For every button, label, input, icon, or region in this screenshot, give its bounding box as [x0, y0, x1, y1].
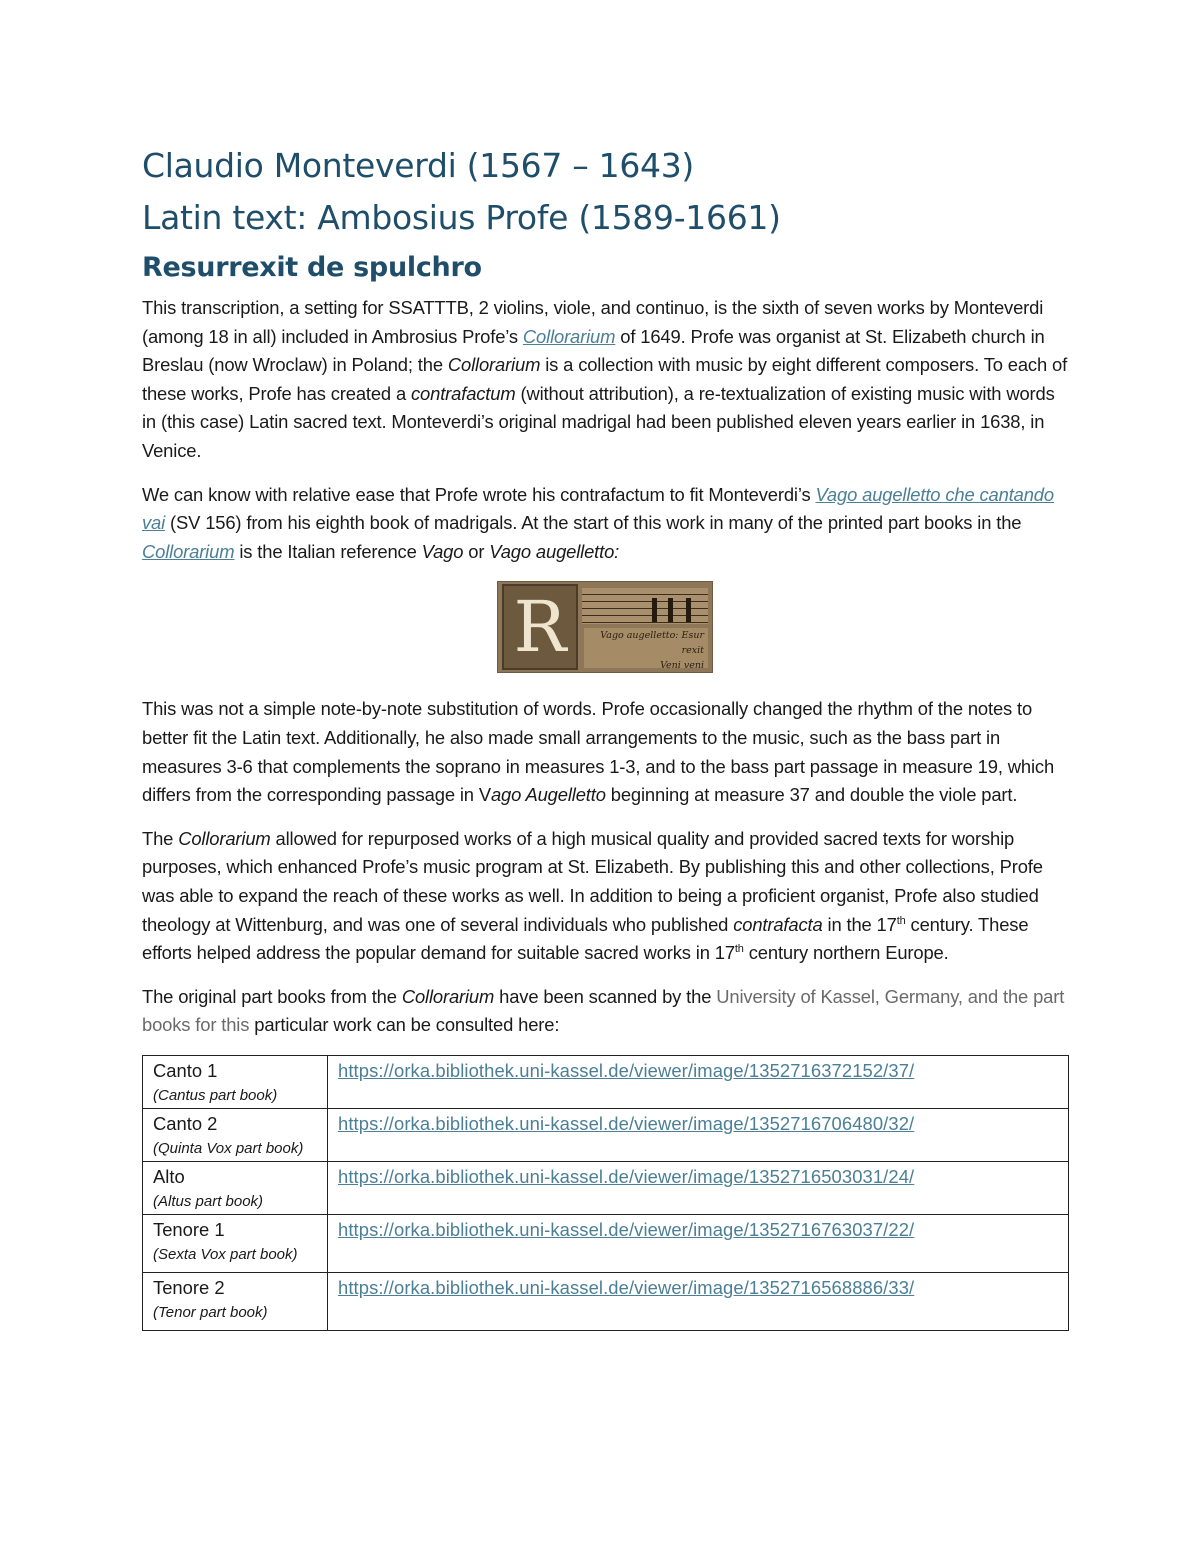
- paragraph-source: [142, 481, 1068, 567]
- part-book-name: (Cantus part book): [153, 1086, 278, 1104]
- emphasis-collorarium: Collorarium: [178, 827, 271, 849]
- work-title: Resurrexit de spulchro: [142, 252, 482, 283]
- part-cell: [143, 1055, 328, 1108]
- part-name: Alto: [153, 1165, 185, 1187]
- note-mark: [668, 598, 673, 622]
- part-name: Tenore 2: [153, 1276, 225, 1298]
- link-cell: [328, 1272, 1069, 1330]
- superscript: th: [896, 914, 906, 927]
- part-book-link[interactable]: https://orka.bibliothek.uni-kassel.de/viewer/image/1352716763037/22/: [338, 1218, 915, 1240]
- part-name: Canto 2: [153, 1112, 218, 1134]
- emphasis-collorarium: Collorarium: [447, 354, 541, 376]
- text-span: (without attribution), a re-textualization of existing music with words in (this case) Latin sacred text. Monteverdi’s original madrigal had been published eleven years earlier in 1638, in Venice.: [142, 382, 1055, 461]
- paragraph-intro: [142, 294, 1068, 466]
- part-book-link[interactable]: https://orka.bibliothek.uni-kassel.de/viewer/image/1352716568886/33/: [338, 1276, 915, 1298]
- emphasis-vago: Vago: [421, 540, 464, 562]
- part-book-link[interactable]: https://orka.bibliothek.uni-kassel.de/viewer/image/1352716372152/37/: [338, 1059, 915, 1081]
- text-span: of 1649. Profe was organist at St. Elizabeth church in Breslau (now Wroclaw) in Poland; the: [142, 325, 1045, 376]
- text-span: have been scanned by the: [494, 985, 717, 1007]
- excerpt-line: Veni veni: [660, 660, 704, 672]
- paragraph-scans: [142, 983, 1068, 1040]
- emphasis-augelletto: ago Augelletto: [490, 784, 606, 806]
- paragraph-context: [142, 825, 1068, 968]
- vago-augelletto-link[interactable]: Vago augelletto che cantando vai: [142, 483, 1054, 534]
- text-span: century. These efforts helped address the popular demand for suitable sacred works in 17: [142, 913, 1029, 964]
- paragraph-arrangement: [142, 695, 1068, 809]
- part-cell: [143, 1161, 328, 1214]
- part-book-name: (Tenor part book): [153, 1303, 268, 1321]
- text-span: The original part books from the: [142, 985, 402, 1007]
- superscript: th: [734, 942, 744, 955]
- part-book-excerpt-image: [497, 581, 713, 673]
- emphasis-vago-augelletto: Vago augelletto:: [489, 540, 620, 562]
- text-span: is the Italian reference: [234, 540, 422, 562]
- text-span: This transcription, a setting for SSATTTB, 2 violins, viole, and continuo, is the sixth of seven works by Monteverdi (among 18 in all) included in Ambrosius Profe’s: [142, 297, 1044, 347]
- part-cell: [143, 1214, 328, 1272]
- part-name: Canto 1: [153, 1059, 218, 1081]
- text-span: or: [463, 540, 490, 562]
- latin-text-heading: Latin text: Ambosius Profe (1589-1661): [142, 198, 781, 237]
- decorated-initial: R: [502, 584, 578, 670]
- emphasis-contrafactum: contrafactum: [411, 382, 516, 404]
- part-book-name: (Sexta Vox part book): [153, 1245, 298, 1263]
- part-cell: [143, 1108, 328, 1161]
- text-span: allowed for repurposed works of a high musical quality and provided sacred texts for worship purposes, which enhanced Profe’s music program at St. Elizabeth. By publishing this and other collections, Profe was able to expand the reach of these works as well. In addition to being a proficient organist, Profe also studied theology at Wittenburg, and was one of several individuals who published: [142, 827, 1043, 935]
- text-span: The: [142, 827, 179, 849]
- part-book-link[interactable]: https://orka.bibliothek.uni-kassel.de/viewer/image/1352716706480/32/: [338, 1112, 915, 1134]
- text-span: is a collection with music by eight different composers. To each of these works, Profe has created a: [142, 354, 1068, 404]
- part-books-table: [142, 1055, 1069, 1331]
- table-row: [143, 1272, 1069, 1330]
- excerpt-text: [584, 628, 708, 672]
- composer-heading: Claudio Monteverdi (1567 – 1643): [142, 146, 694, 185]
- link-cell: [328, 1108, 1069, 1161]
- text-span: in the 17: [822, 913, 897, 935]
- link-cell: [328, 1055, 1069, 1108]
- music-staff: [582, 588, 708, 624]
- part-name: Tenore 1: [153, 1218, 225, 1240]
- link-cell: [328, 1214, 1069, 1272]
- gray-text-span: University of Kassel, Germany, and the part books for this: [142, 985, 1065, 1036]
- table-row: [143, 1055, 1069, 1108]
- text-span: We can know with relative ease that Profe wrote his contrafactum to fit Monteverdi’s: [142, 483, 816, 505]
- note-mark: [686, 598, 691, 622]
- text-span: beginning at measure 37 and double the viole part.: [605, 784, 1018, 806]
- collorarium-link-2[interactable]: Collorarium: [142, 540, 235, 562]
- excerpt-line: Vago augelletto: Esur rexit: [600, 630, 704, 657]
- table-row: [143, 1108, 1069, 1161]
- collorarium-link[interactable]: Collorarium: [522, 325, 616, 347]
- part-book-name: (Quinta Vox part book): [153, 1139, 304, 1157]
- table-row: [143, 1214, 1069, 1272]
- table-row: [143, 1161, 1069, 1214]
- link-cell: [328, 1161, 1069, 1214]
- emphasis-contrafacta: contrafacta: [733, 913, 823, 935]
- text-span: century northern Europe.: [743, 942, 949, 964]
- part-book-link[interactable]: https://orka.bibliothek.uni-kassel.de/viewer/image/1352716503031/24/: [338, 1165, 915, 1187]
- document-page: [142, 140, 1068, 1331]
- text-span: particular work can be consulted here:: [249, 1014, 560, 1036]
- text-span: (SV 156) from his eighth book of madrigals. At the start of this work in many of the printed part books in the: [165, 512, 1022, 534]
- part-cell: [143, 1272, 328, 1330]
- part-book-name: (Altus part book): [153, 1192, 264, 1210]
- emphasis-collorarium: Collorarium: [401, 985, 495, 1007]
- note-mark: [652, 598, 657, 622]
- text-span: This was not a simple note-by-note substitution of words. Profe occasionally changed the rhythm of the notes to better fit the Latin text. Additionally, he also made small arrangements to the music, such as the bass part in measures 3-6 that complements the soprano in measures 1-3, and to the bass part passage in measure 19, which differs from the corresponding passage in V: [142, 698, 1055, 806]
